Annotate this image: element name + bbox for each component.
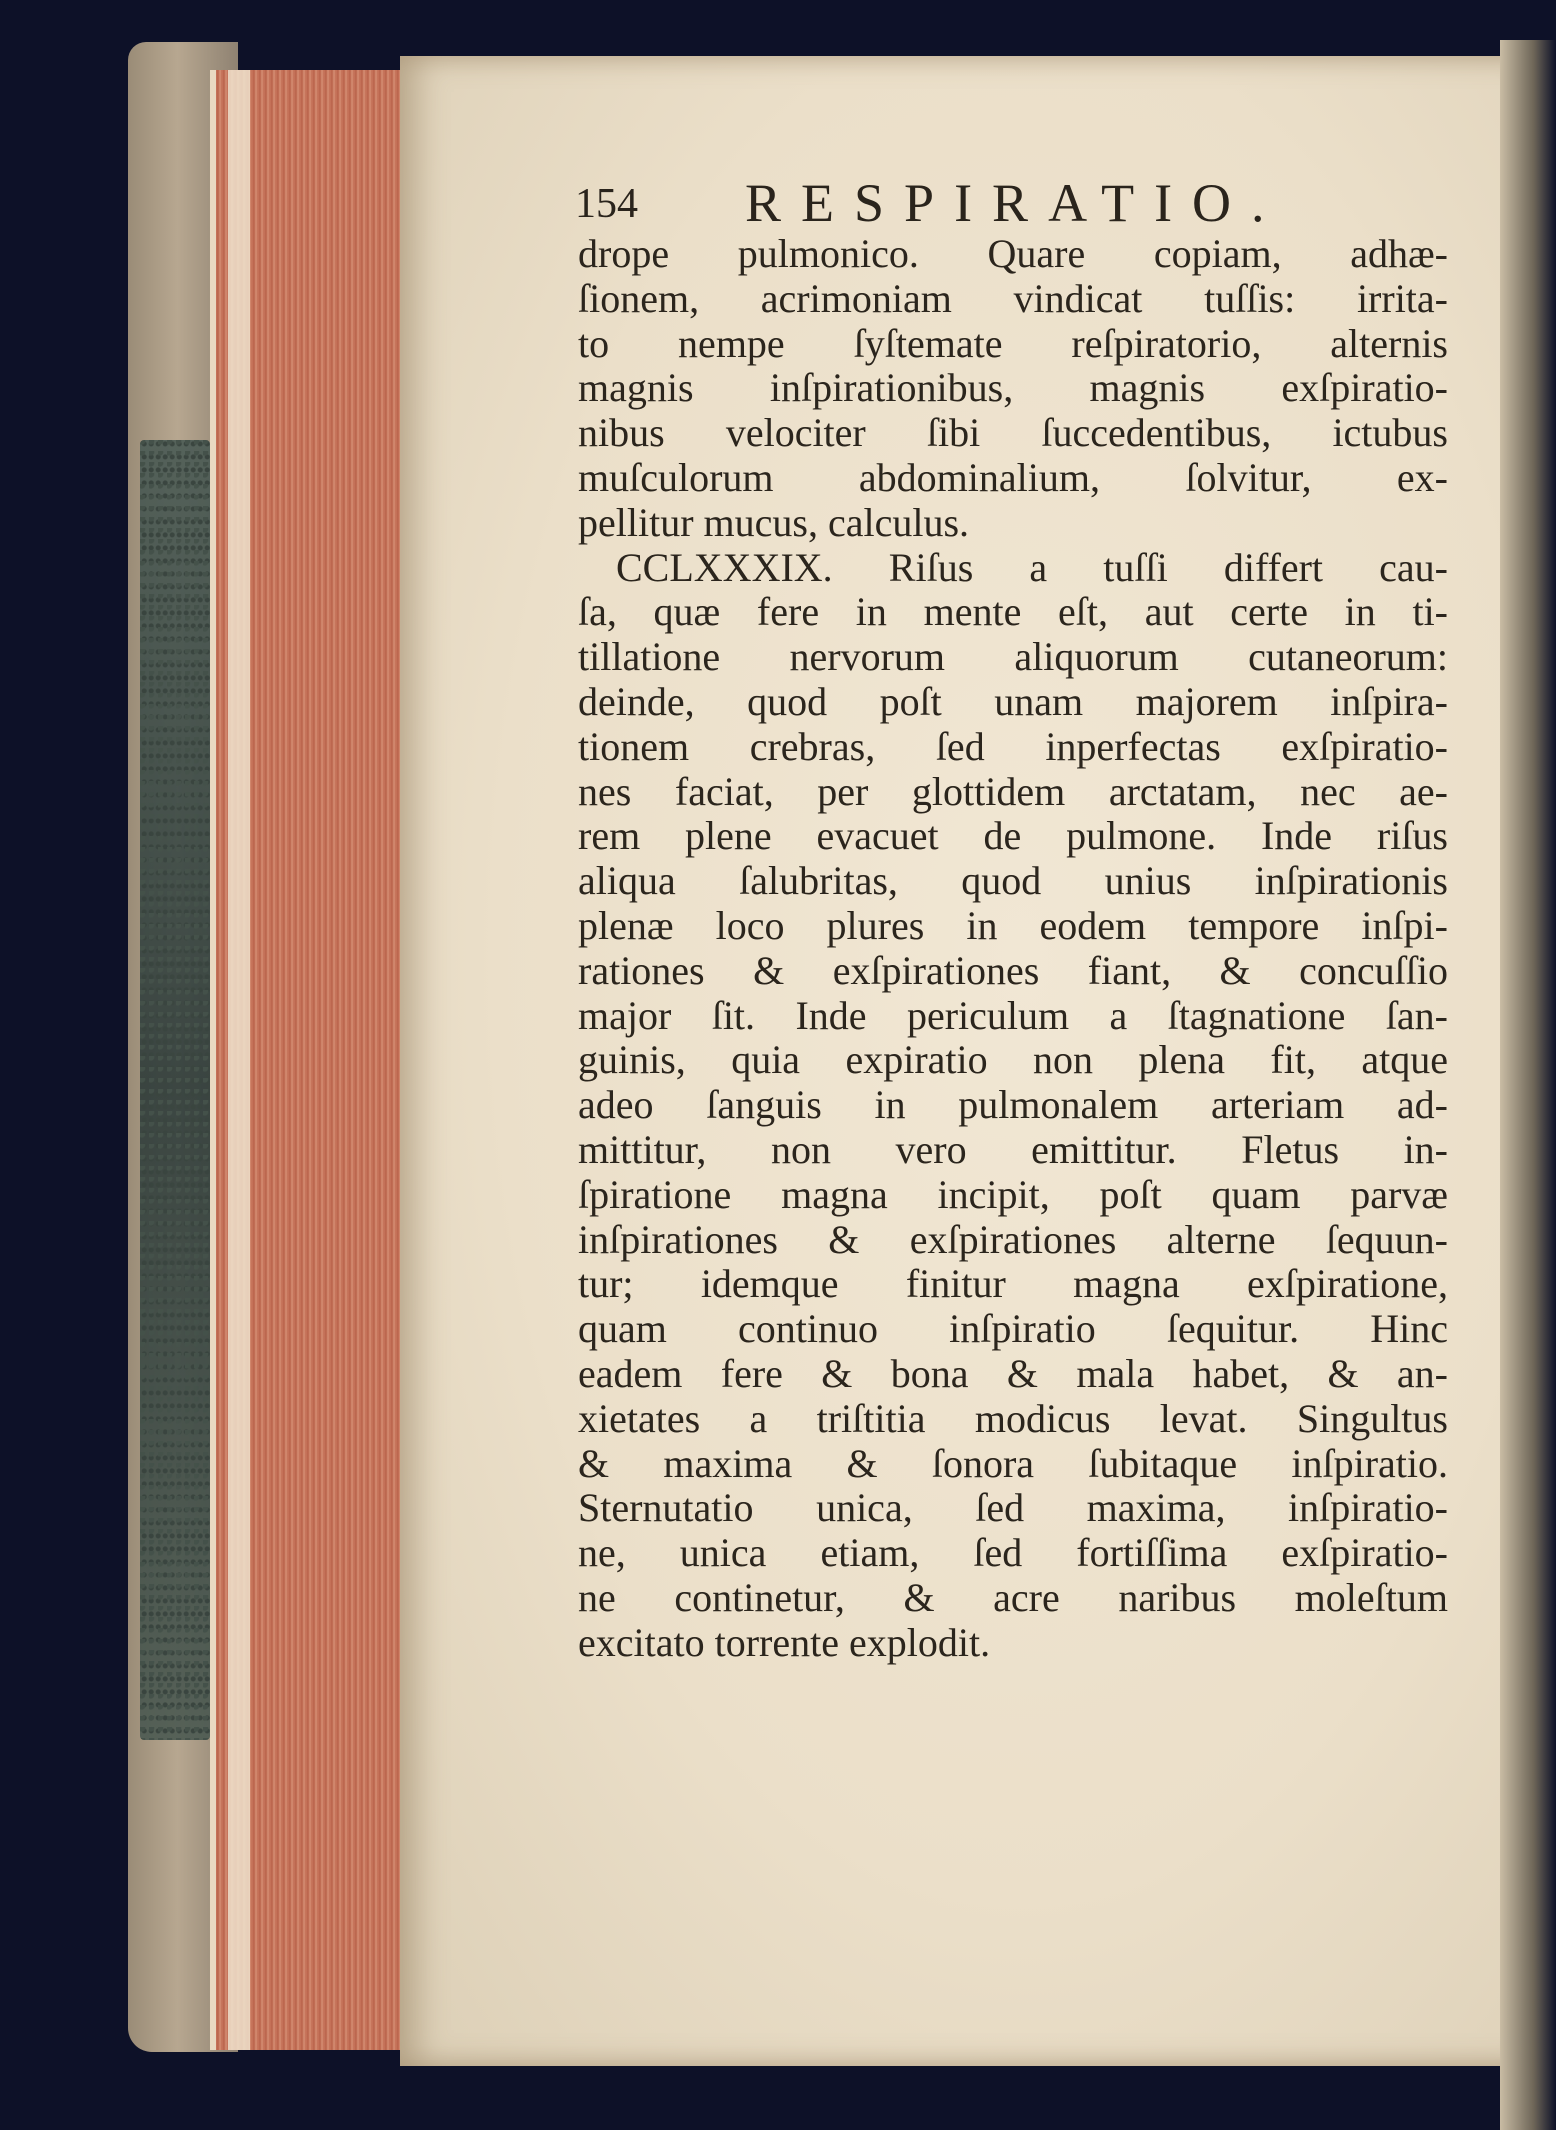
text-line: magnis inſpirationibus, magnis exſpiratio- (578, 365, 1448, 411)
text-line: major ſit. Inde periculum a ſtagnatione ſan- (578, 992, 1448, 1038)
paragraph-heading-line: CCLXXXIX. Riſus a tuſſi differt cau- (616, 544, 1448, 590)
text-line: tur; idemque finitur magna exſpiratione, (578, 1261, 1448, 1307)
text-line: tillatione nervorum aliquorum cutaneorum: (578, 634, 1448, 680)
text-line: guinis, quia expiratio non plena fit, atque (578, 1037, 1448, 1083)
text-line: ne, unica etiam, ſed fortiſſima exſpiratio- (578, 1530, 1448, 1576)
text-line: quam continuo inſpiratio ſequitur. Hinc (578, 1306, 1448, 1352)
text-line: xietates a triſtitia modicus levat. Singultus (578, 1395, 1448, 1441)
text-line: to nempe ſyſtemate reſpiratorio, alternis (578, 320, 1448, 366)
text-line: & maxima & ſonora ſubitaque inſpiratio. (578, 1440, 1448, 1486)
text-line: mittitur, non vero emittitur. Fletus in- (578, 1126, 1448, 1172)
text-line: drope pulmonico. Quare copiam, adhæ- (578, 231, 1448, 276)
running-head: RESPIRATIO. (745, 173, 1285, 233)
text-line: rem plene evacuet de pulmone. Inde riſus (578, 813, 1448, 859)
text-line: ſpiratione magna incipit, poſt quam parvæ (578, 1171, 1448, 1217)
text-line: ne continetur, & acre naribus moleſtum (578, 1574, 1448, 1620)
text-line: eadem fere & bona & mala habet, & an- (578, 1350, 1448, 1396)
text-line: adeo ſanguis in pulmonalem arteriam ad- (578, 1082, 1448, 1128)
text-line: inſpirationes & exſpirationes alterne ſequun- (578, 1216, 1448, 1262)
text-line: aliqua ſalubritas, quod unius inſpirationis (578, 858, 1448, 904)
text-line: plenæ loco plures in eodem tempore inſpi- (578, 902, 1448, 948)
text-line: excitato torrente explodit. (578, 1619, 991, 1665)
text-line: rationes & exſpirationes fiant, & concuſſio (578, 947, 1448, 993)
text-line: pellitur mucus, calculus. (578, 499, 970, 545)
body-text (578, 232, 1448, 1666)
text-line: muſculorum abdominalium, ſolvitur, ex- (578, 454, 1448, 500)
marbled-board (140, 440, 210, 1740)
text-line: nes faciat, per glottidem arctatam, nec ae- (578, 768, 1448, 814)
text-line: tionem crebras, ſed inperfectas exſpiratio- (578, 723, 1448, 769)
gutter-shadow (1500, 40, 1556, 2130)
page-edge-highlight (228, 70, 250, 2050)
page-number: 154 (575, 181, 638, 227)
text-line: ſa, quæ fere in mente eſt, aut certe in ti- (578, 589, 1448, 635)
text-line: deinde, quod poſt unam majorem inſpira- (578, 678, 1448, 724)
text-line: nibus velociter ſibi ſuccedentibus, ictubus (578, 410, 1448, 456)
text-line: ſionem, acrimoniam vindicat tuſſis: irrita- (578, 275, 1448, 321)
text-line: Sternutatio unica, ſed maxima, inſpiratio- (578, 1485, 1448, 1531)
